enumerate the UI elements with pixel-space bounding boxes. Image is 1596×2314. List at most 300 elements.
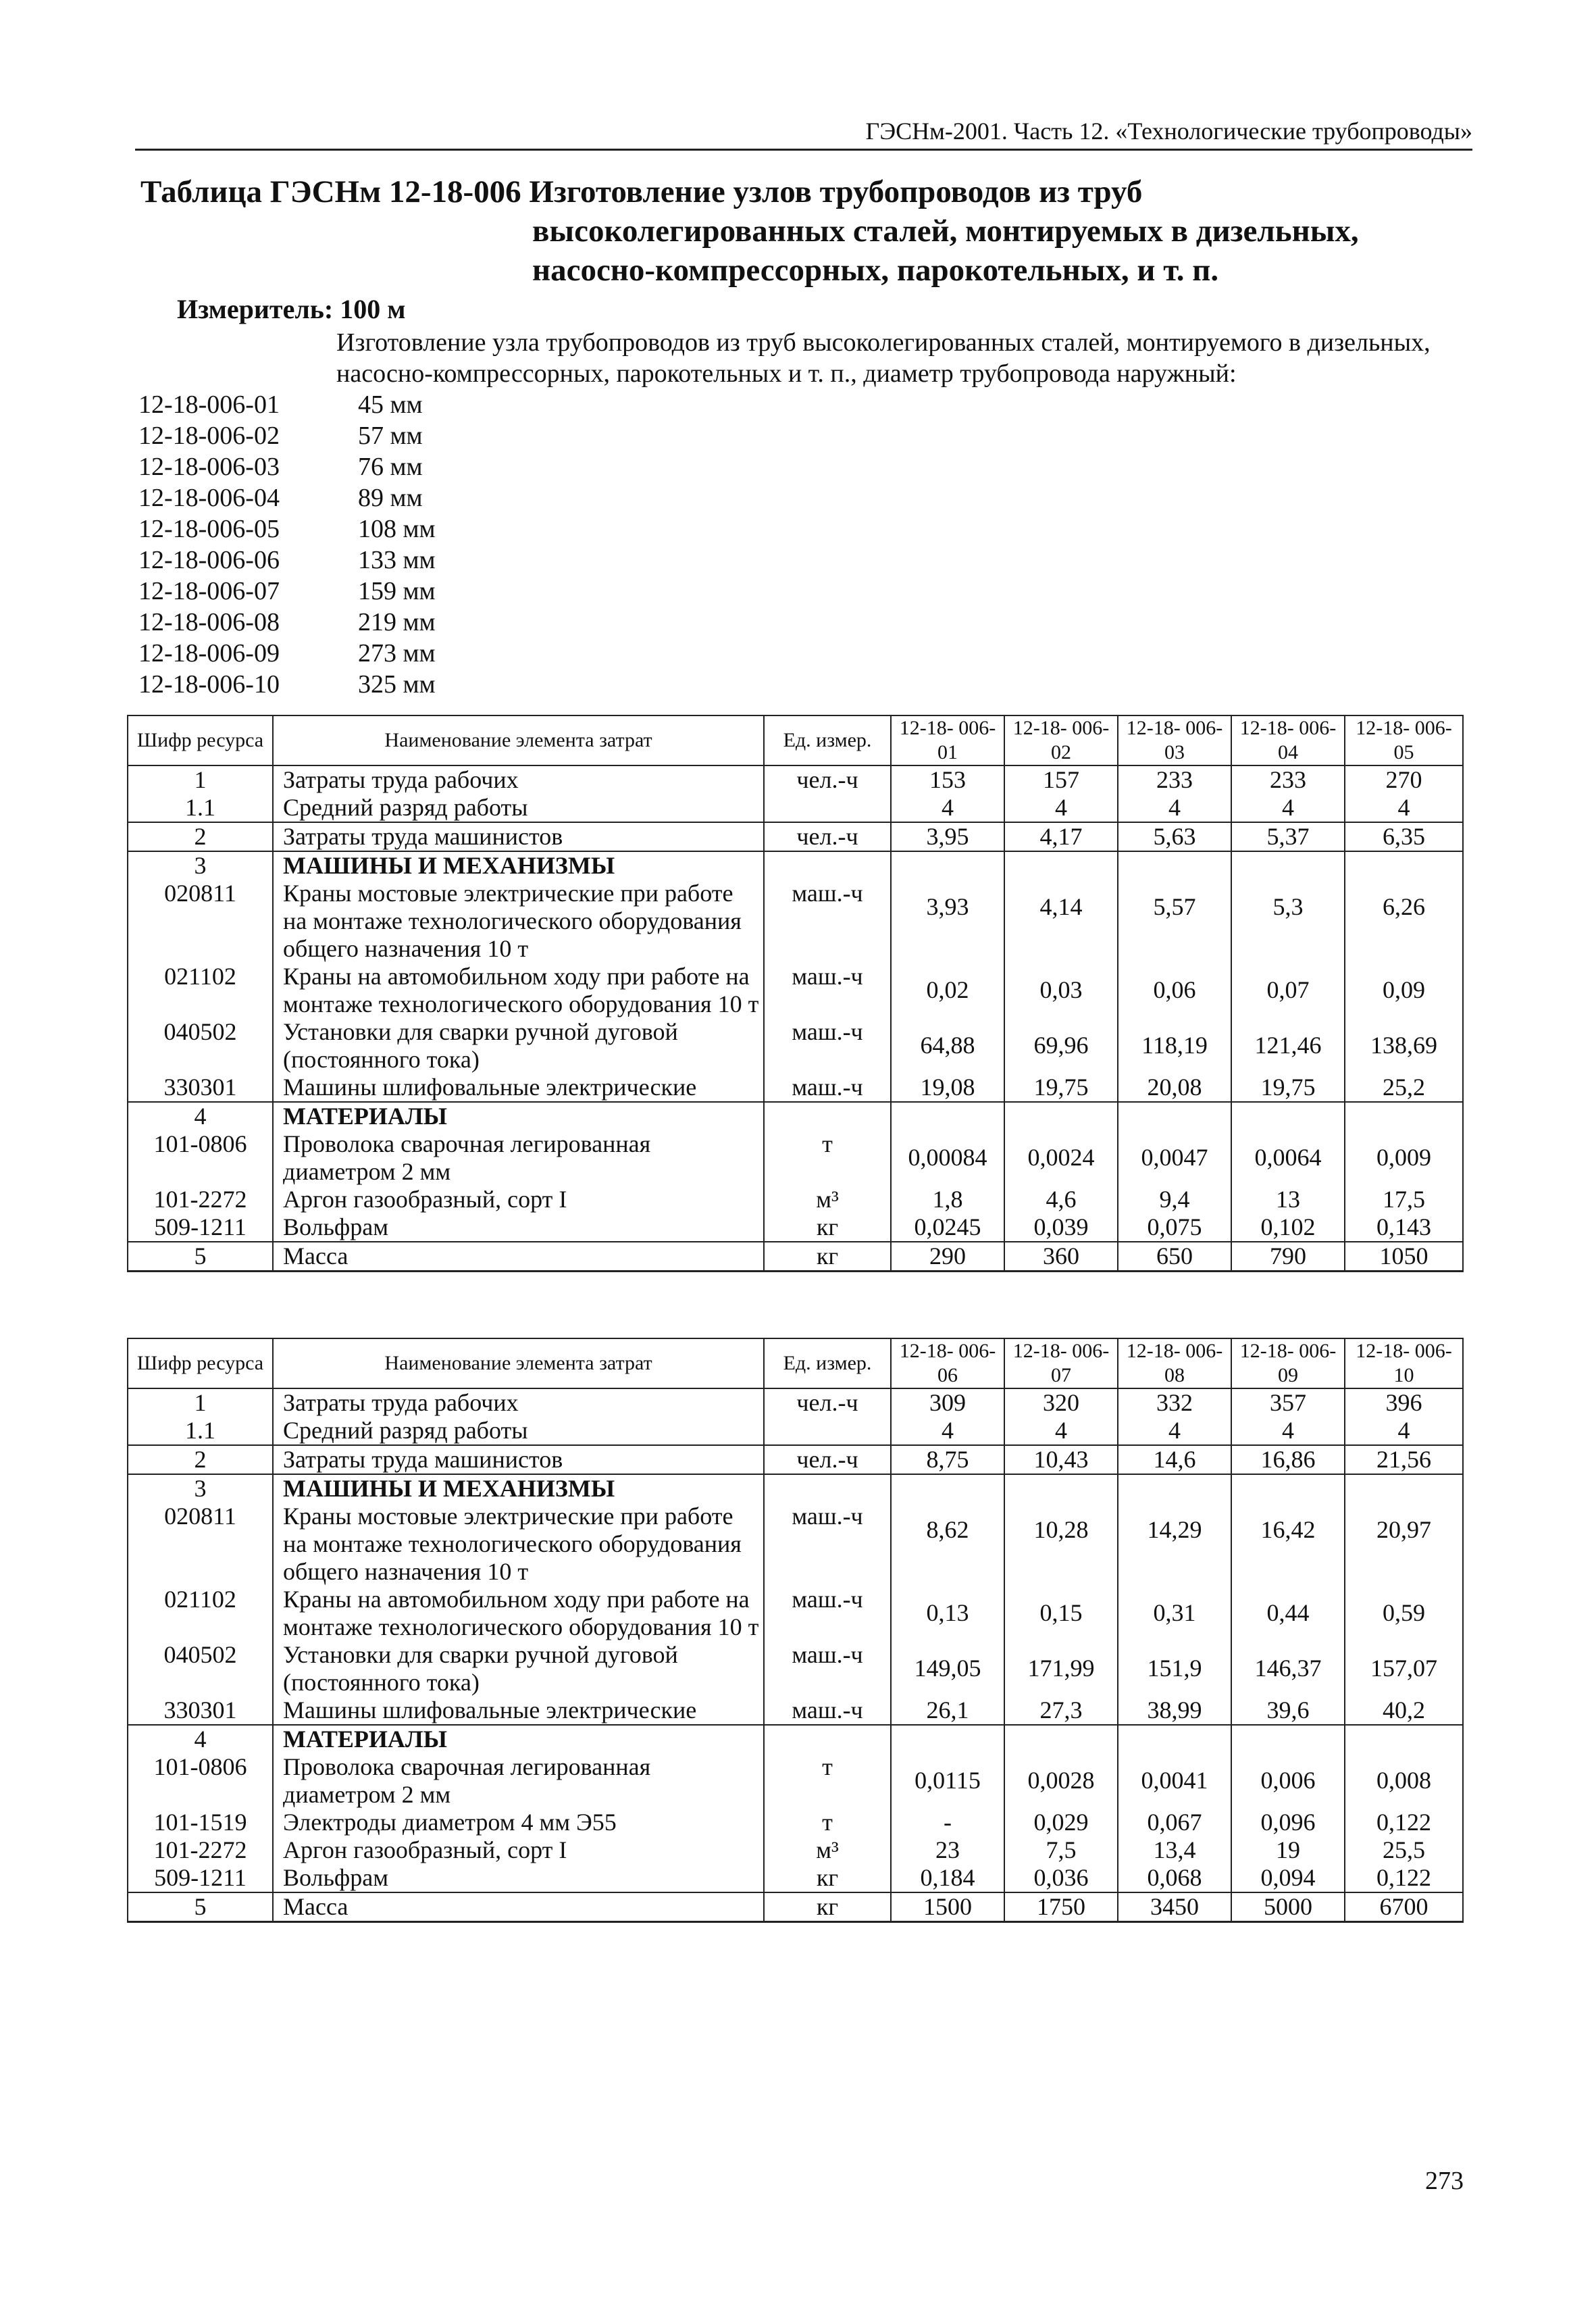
value-cell: 20,08 <box>1118 1074 1231 1102</box>
value-cell: 40,2 <box>1345 1696 1463 1725</box>
value-cell: 3450 <box>1118 1892 1231 1922</box>
meter-label: Измеритель: <box>177 294 334 324</box>
cost-element-name: Средний разряд работы <box>273 1417 764 1445</box>
value-cell: 0,102 <box>1231 1213 1345 1242</box>
value-cell: 0,036 <box>1004 1864 1118 1892</box>
value-cell <box>1118 1725 1231 1753</box>
value-cell: 0,0064 <box>1231 1130 1345 1186</box>
value-cell: 3,93 <box>891 880 1004 963</box>
value-cell: 4,6 <box>1004 1186 1118 1213</box>
resource-code: 020811 <box>128 880 273 963</box>
value-cell: 25,5 <box>1345 1836 1463 1864</box>
resource-code: 021102 <box>128 1586 273 1641</box>
code-diameter: 159 мм <box>358 577 436 605</box>
cost-element-name: Машины шлифовальные электрические <box>273 1074 764 1102</box>
value-cell: 10,28 <box>1004 1503 1118 1586</box>
value-cell: 23 <box>891 1836 1004 1864</box>
value-cell: 4 <box>1231 794 1345 822</box>
value-cell: 5,63 <box>1118 822 1231 851</box>
value-cell: 4 <box>1118 1417 1231 1445</box>
resource-code: 5 <box>128 1892 273 1922</box>
header-resource-code: Шифр ресурса <box>128 1338 273 1388</box>
cost-element-name: Проволока сварочная легированная диаметром 2 мм <box>273 1130 764 1186</box>
header-norm-code: 12-18- 006-02 <box>1004 715 1118 765</box>
value-cell: 0,15 <box>1004 1586 1118 1641</box>
value-cell: 118,19 <box>1118 1018 1231 1074</box>
cost-element-name: Краны мостовые электрические при работе на монтаже технологического оборудования общего назначения 10 т <box>273 880 764 963</box>
header-cost-element: Наименование элемента затрат <box>273 1338 764 1388</box>
table-row <box>128 851 1463 880</box>
value-cell: 69,96 <box>1004 1018 1118 1074</box>
cost-element-name: МАШИНЫ И МЕХАНИЗМЫ <box>273 851 764 880</box>
code-diameter: 273 мм <box>358 639 436 668</box>
value-cell: 19,75 <box>1231 1074 1345 1102</box>
header-resource-code: Шифр ресурса <box>128 715 273 765</box>
cost-element-name: Электроды диаметром 4 мм Э55 <box>273 1809 764 1836</box>
value-cell: 0,122 <box>1345 1864 1463 1892</box>
cost-element-name: Аргон газообразный, сорт I <box>273 1836 764 1864</box>
header-norm-code: 12-18- 006-07 <box>1004 1338 1118 1388</box>
cost-element-name: Вольфрам <box>273 1864 764 1892</box>
value-cell: 0,0028 <box>1004 1753 1118 1809</box>
unit-cell <box>764 1725 891 1753</box>
value-cell: 20,97 <box>1345 1503 1463 1586</box>
header-norm-code: 12-18- 006-05 <box>1345 715 1463 765</box>
code-list-item <box>138 638 436 669</box>
code-list-item <box>138 389 436 420</box>
value-cell: 0,0245 <box>891 1213 1004 1242</box>
value-cell: 8,62 <box>891 1503 1004 1586</box>
value-cell: 0,13 <box>891 1586 1004 1641</box>
value-cell <box>1345 1474 1463 1503</box>
table-row <box>128 794 1463 822</box>
value-cell: 171,99 <box>1004 1641 1118 1696</box>
code-id: 12-18-006-03 <box>138 453 280 481</box>
resource-code: 2 <box>128 1445 273 1474</box>
table-row <box>128 1753 1463 1809</box>
value-cell: 3,95 <box>891 822 1004 851</box>
value-cell: 0,068 <box>1118 1864 1231 1892</box>
header-cost-element: Наименование элемента затрат <box>273 715 764 765</box>
unit-cell: м³ <box>764 1836 891 1864</box>
unit-cell: маш.-ч <box>764 880 891 963</box>
unit-cell: т <box>764 1809 891 1836</box>
value-cell: 157 <box>1004 765 1118 794</box>
value-cell: 25,2 <box>1345 1074 1463 1102</box>
value-cell: 320 <box>1004 1388 1118 1417</box>
value-cell: 650 <box>1118 1242 1231 1272</box>
value-cell: 1,8 <box>891 1186 1004 1213</box>
cost-element-name: Средний разряд работы <box>273 794 764 822</box>
cost-element-name: Вольфрам <box>273 1213 764 1242</box>
unit-cell: м³ <box>764 1186 891 1213</box>
value-cell: 0,184 <box>891 1864 1004 1892</box>
value-cell: 233 <box>1231 765 1345 794</box>
value-cell <box>891 851 1004 880</box>
code-list-item <box>138 607 436 638</box>
value-cell: 332 <box>1118 1388 1231 1417</box>
resource-code: 2 <box>128 822 273 851</box>
value-cell: 4 <box>1345 1417 1463 1445</box>
norm-table-1 <box>127 715 1464 1272</box>
cost-element-name: МАТЕРИАЛЫ <box>273 1725 764 1753</box>
value-cell: 357 <box>1231 1388 1345 1417</box>
value-cell <box>1231 851 1345 880</box>
resource-code: 101-0806 <box>128 1753 273 1809</box>
cost-element-name: Краны на автомобильном ходу при работе на монтаже технологического оборудования 10 т <box>273 1586 764 1641</box>
value-cell: 0,00084 <box>891 1130 1004 1186</box>
meter-unit: 100 м <box>340 294 406 324</box>
value-cell: 157,07 <box>1345 1641 1463 1696</box>
value-cell: 0,094 <box>1231 1864 1345 1892</box>
value-cell: 0,0115 <box>891 1753 1004 1809</box>
value-cell: 4 <box>1004 1417 1118 1445</box>
cost-element-name: Затраты труда рабочих <box>273 765 764 794</box>
table-row <box>128 963 1463 1018</box>
resource-code: 101-2272 <box>128 1836 273 1864</box>
cost-element-name: Затраты труда машинистов <box>273 822 764 851</box>
value-cell: 0,008 <box>1345 1753 1463 1809</box>
value-cell <box>1118 851 1231 880</box>
unit-cell <box>764 1102 891 1130</box>
value-cell: 13,4 <box>1118 1836 1231 1864</box>
code-diameter: 133 мм <box>358 546 436 574</box>
cost-element-name: Затраты труда машинистов <box>273 1445 764 1474</box>
code-diameter: 219 мм <box>358 608 436 636</box>
table-row <box>128 822 1463 851</box>
value-cell: 5000 <box>1231 1892 1345 1922</box>
unit-cell: кг <box>764 1864 891 1892</box>
table-row <box>128 1696 1463 1725</box>
value-cell <box>891 1474 1004 1503</box>
unit-cell: т <box>764 1130 891 1186</box>
value-cell: 0,039 <box>1004 1213 1118 1242</box>
table-row <box>128 1018 1463 1074</box>
table-row <box>128 1074 1463 1102</box>
value-cell: 0,009 <box>1345 1130 1463 1186</box>
resource-code: 4 <box>128 1102 273 1130</box>
value-cell: 121,46 <box>1231 1018 1345 1074</box>
value-cell: 0,075 <box>1118 1213 1231 1242</box>
value-cell: 5,3 <box>1231 880 1345 963</box>
value-cell: 0,006 <box>1231 1753 1345 1809</box>
value-cell: 7,5 <box>1004 1836 1118 1864</box>
resource-code: 1.1 <box>128 794 273 822</box>
value-cell: 8,75 <box>891 1445 1004 1474</box>
value-cell <box>1231 1725 1345 1753</box>
header-unit: Ед. измер. <box>764 715 891 765</box>
value-cell: 0,143 <box>1345 1213 1463 1242</box>
resource-code: 3 <box>128 1474 273 1503</box>
cost-element-name: Затраты труда рабочих <box>273 1388 764 1417</box>
value-cell: 153 <box>891 765 1004 794</box>
page-number: 273 <box>1425 2167 1464 2195</box>
table-row <box>128 1102 1463 1130</box>
table-row <box>128 1641 1463 1696</box>
value-cell <box>1231 1102 1345 1130</box>
value-cell <box>1118 1102 1231 1130</box>
value-cell: 16,86 <box>1231 1445 1345 1474</box>
code-list <box>138 389 436 700</box>
value-cell: 5,37 <box>1231 822 1345 851</box>
value-cell: 1750 <box>1004 1892 1118 1922</box>
unit-cell <box>764 1417 891 1445</box>
value-cell: 790 <box>1231 1242 1345 1272</box>
value-cell: 5,57 <box>1118 880 1231 963</box>
resource-code: 101-2272 <box>128 1186 273 1213</box>
value-cell: 9,4 <box>1118 1186 1231 1213</box>
cost-element-name: МАШИНЫ И МЕХАНИЗМЫ <box>273 1474 764 1503</box>
value-cell: 0,44 <box>1231 1586 1345 1641</box>
code-id: 12-18-006-04 <box>138 484 280 512</box>
title-line-2: высоколегированных сталей, монтируемых в дизельных, <box>532 213 1359 249</box>
unit-cell <box>764 851 891 880</box>
value-cell: 4 <box>891 1417 1004 1445</box>
code-diameter: 89 мм <box>358 484 423 512</box>
norm-table-2 <box>127 1338 1464 1923</box>
unit-cell: маш.-ч <box>764 963 891 1018</box>
code-diameter: 76 мм <box>358 453 423 481</box>
cost-element-name: Краны на автомобильном ходу при работе на монтаже технологического оборудования 10 т <box>273 963 764 1018</box>
unit-cell: маш.-ч <box>764 1018 891 1074</box>
value-cell: 4 <box>1004 794 1118 822</box>
cost-element-name: Аргон газообразный, сорт I <box>273 1186 764 1213</box>
value-cell: 0,07 <box>1231 963 1345 1018</box>
value-cell: 4,14 <box>1004 880 1118 963</box>
value-cell: 17,5 <box>1345 1186 1463 1213</box>
value-cell: 1500 <box>891 1892 1004 1922</box>
value-cell: 38,99 <box>1118 1696 1231 1725</box>
resource-code: 1.1 <box>128 1417 273 1445</box>
running-header: ГЭСНм-2001. Часть 12. «Технологические трубопроводы» <box>135 115 1472 151</box>
table-row <box>128 1725 1463 1753</box>
value-cell <box>1231 1474 1345 1503</box>
table-row <box>128 765 1463 794</box>
resource-code: 330301 <box>128 1074 273 1102</box>
table-row <box>128 1503 1463 1586</box>
value-cell: 0,122 <box>1345 1809 1463 1836</box>
header-norm-code: 12-18- 006-09 <box>1231 1338 1345 1388</box>
code-list-item <box>138 669 436 700</box>
header-unit: Ед. измер. <box>764 1338 891 1388</box>
value-cell: 290 <box>891 1242 1004 1272</box>
value-cell: 151,9 <box>1118 1641 1231 1696</box>
code-id: 12-18-006-02 <box>138 422 280 450</box>
cost-element-name: Масса <box>273 1242 764 1272</box>
table-row <box>128 1213 1463 1242</box>
value-cell: 19,08 <box>891 1074 1004 1102</box>
title-line-1: Таблица ГЭСНм 12-18-006 Изготовление узлов трубопроводов из труб <box>140 174 1143 209</box>
value-cell: 360 <box>1004 1242 1118 1272</box>
value-cell: 6,26 <box>1345 880 1463 963</box>
value-cell: 6,35 <box>1345 822 1463 851</box>
value-cell: 6700 <box>1345 1892 1463 1922</box>
unit-cell <box>764 1474 891 1503</box>
value-cell <box>1004 1725 1118 1753</box>
cost-element-name: Проволока сварочная легированная диаметром 2 мм <box>273 1753 764 1809</box>
meter <box>177 293 405 326</box>
unit-cell: кг <box>764 1242 891 1272</box>
code-diameter: 325 мм <box>358 670 436 699</box>
code-id: 12-18-006-01 <box>138 391 280 419</box>
value-cell <box>1004 1474 1118 1503</box>
table-header-row <box>128 1338 1463 1388</box>
code-diameter: 57 мм <box>358 422 423 450</box>
value-cell: 21,56 <box>1345 1445 1463 1474</box>
header-norm-code: 12-18- 006-01 <box>891 715 1004 765</box>
header-norm-code: 12-18- 006-10 <box>1345 1338 1463 1388</box>
value-cell: 0,029 <box>1004 1809 1118 1836</box>
code-id: 12-18-006-08 <box>138 608 280 636</box>
table-row <box>128 1864 1463 1892</box>
resource-code: 509-1211 <box>128 1213 273 1242</box>
value-cell: 0,31 <box>1118 1586 1231 1641</box>
code-list-item <box>138 513 436 545</box>
table-row <box>128 1445 1463 1474</box>
table-row <box>128 1474 1463 1503</box>
table-header-row <box>128 715 1463 765</box>
header-norm-code: 12-18- 006-08 <box>1118 1338 1231 1388</box>
code-id: 12-18-006-09 <box>138 639 280 668</box>
table-row <box>128 1388 1463 1417</box>
value-cell <box>1118 1474 1231 1503</box>
value-cell: 149,05 <box>891 1641 1004 1696</box>
header-norm-code: 12-18- 006-04 <box>1231 715 1345 765</box>
value-cell: 4 <box>1345 794 1463 822</box>
table-row <box>128 1586 1463 1641</box>
unit-cell <box>764 794 891 822</box>
value-cell: 0,06 <box>1118 963 1231 1018</box>
value-cell: 4 <box>891 794 1004 822</box>
resource-code: 5 <box>128 1242 273 1272</box>
table-title <box>140 172 1464 290</box>
value-cell <box>1004 851 1118 880</box>
resource-code: 1 <box>128 1388 273 1417</box>
value-cell: - <box>891 1809 1004 1836</box>
unit-cell: маш.-ч <box>764 1696 891 1725</box>
unit-cell: чел.-ч <box>764 822 891 851</box>
unit-cell: маш.-ч <box>764 1503 891 1586</box>
unit-cell: маш.-ч <box>764 1586 891 1641</box>
code-id: 12-18-006-10 <box>138 670 280 699</box>
table-row <box>128 1836 1463 1864</box>
cost-element-name: Установки для сварки ручной дуговой (постоянного тока) <box>273 1641 764 1696</box>
value-cell: 309 <box>891 1388 1004 1417</box>
resource-code: 330301 <box>128 1696 273 1725</box>
table-row <box>128 1892 1463 1922</box>
value-cell: 13 <box>1231 1186 1345 1213</box>
cost-element-name: Краны мостовые электрические при работе на монтаже технологического оборудования общего назначения 10 т <box>273 1503 764 1586</box>
code-list-item <box>138 420 436 451</box>
unit-cell: чел.-ч <box>764 1388 891 1417</box>
code-list-item <box>138 576 436 607</box>
value-cell <box>1004 1102 1118 1130</box>
value-cell: 396 <box>1345 1388 1463 1417</box>
value-cell: 4,17 <box>1004 822 1118 851</box>
code-id: 12-18-006-06 <box>138 546 280 574</box>
value-cell: 0,0041 <box>1118 1753 1231 1809</box>
resource-code: 040502 <box>128 1641 273 1696</box>
value-cell: 14,6 <box>1118 1445 1231 1474</box>
unit-cell: чел.-ч <box>764 765 891 794</box>
resource-code: 509-1211 <box>128 1864 273 1892</box>
value-cell: 0,0047 <box>1118 1130 1231 1186</box>
resource-code: 1 <box>128 765 273 794</box>
value-cell: 0,03 <box>1004 963 1118 1018</box>
cost-element-name: Установки для сварки ручной дуговой (постоянного тока) <box>273 1018 764 1074</box>
table-row <box>128 1130 1463 1186</box>
value-cell: 146,37 <box>1231 1641 1345 1696</box>
value-cell: 0,59 <box>1345 1586 1463 1641</box>
value-cell: 233 <box>1118 765 1231 794</box>
code-diameter: 45 мм <box>358 391 423 419</box>
resource-code: 020811 <box>128 1503 273 1586</box>
value-cell <box>891 1102 1004 1130</box>
table-row <box>128 1186 1463 1213</box>
code-list-item <box>138 451 436 482</box>
unit-cell: кг <box>764 1213 891 1242</box>
title-line-3: насосно-компрессорных, парокотельных, и т. п. <box>532 253 1219 288</box>
value-cell: 64,88 <box>891 1018 1004 1074</box>
code-list-item <box>138 482 436 513</box>
value-cell: 0,067 <box>1118 1809 1231 1836</box>
value-cell: 10,43 <box>1004 1445 1118 1474</box>
value-cell: 0,0024 <box>1004 1130 1118 1186</box>
value-cell <box>1345 1725 1463 1753</box>
resource-code: 021102 <box>128 963 273 1018</box>
value-cell: 19 <box>1231 1836 1345 1864</box>
cost-element-name: МАТЕРИАЛЫ <box>273 1102 764 1130</box>
header-norm-code: 12-18- 006-06 <box>891 1338 1004 1388</box>
value-cell: 4 <box>1231 1417 1345 1445</box>
value-cell: 4 <box>1118 794 1231 822</box>
cost-element-name: Масса <box>273 1892 764 1922</box>
resource-code: 3 <box>128 851 273 880</box>
value-cell <box>891 1725 1004 1753</box>
resource-code: 101-0806 <box>128 1130 273 1186</box>
unit-cell: маш.-ч <box>764 1074 891 1102</box>
table-row <box>128 1809 1463 1836</box>
value-cell: 27,3 <box>1004 1696 1118 1725</box>
header-norm-code: 12-18- 006-03 <box>1118 715 1231 765</box>
code-diameter: 108 мм <box>358 515 436 543</box>
unit-cell: маш.-ч <box>764 1641 891 1696</box>
value-cell: 16,42 <box>1231 1503 1345 1586</box>
table-row <box>128 1242 1463 1272</box>
value-cell: 0,02 <box>891 963 1004 1018</box>
value-cell: 138,69 <box>1345 1018 1463 1074</box>
resource-code: 4 <box>128 1725 273 1753</box>
value-cell <box>1345 1102 1463 1130</box>
resource-code: 040502 <box>128 1018 273 1074</box>
value-cell: 1050 <box>1345 1242 1463 1272</box>
code-list-item <box>138 545 436 576</box>
table-row <box>128 1417 1463 1445</box>
value-cell: 26,1 <box>891 1696 1004 1725</box>
resource-code: 101-1519 <box>128 1809 273 1836</box>
table-row <box>128 880 1463 963</box>
code-id: 12-18-006-05 <box>138 515 280 543</box>
unit-cell: кг <box>764 1892 891 1922</box>
value-cell: 0,096 <box>1231 1809 1345 1836</box>
value-cell: 19,75 <box>1004 1074 1118 1102</box>
unit-cell: т <box>764 1753 891 1809</box>
value-cell: 14,29 <box>1118 1503 1231 1586</box>
value-cell: 0,09 <box>1345 963 1463 1018</box>
unit-cell: чел.-ч <box>764 1445 891 1474</box>
value-cell: 270 <box>1345 765 1463 794</box>
code-id: 12-18-006-07 <box>138 577 280 605</box>
